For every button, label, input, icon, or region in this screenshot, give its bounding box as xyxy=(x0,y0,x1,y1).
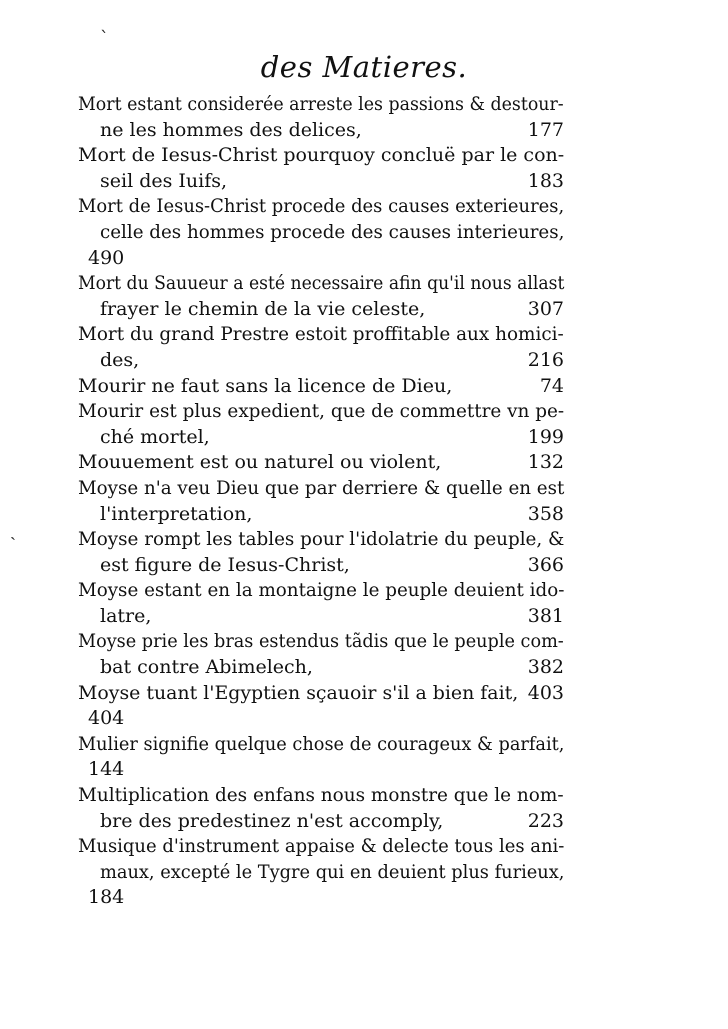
index-entry-line: des, 216 xyxy=(78,348,564,374)
index-entry-line: l'interpretation, 358 xyxy=(78,502,564,528)
ink-speck: ˋ xyxy=(100,28,109,49)
index-entry-line: Moyse n'a veu Dieu que par derriere & quelle en est xyxy=(78,476,565,499)
page-reference: 403 xyxy=(527,681,564,704)
page-reference: 184 xyxy=(88,886,125,909)
index-entry-line: est figure de Iesus-Christ, 366 xyxy=(78,553,564,579)
page-reference: 183 xyxy=(527,169,564,192)
index-entry-line: Musique d'instrument appaise & delecte tous les ani- xyxy=(78,835,565,858)
index-entry-line: Multiplication des enfans nous monstre que le nom- xyxy=(78,784,564,807)
index-entry-line xyxy=(78,246,564,272)
index-entry-line: Mort de Iesus-Christ procede des causes exterieures, xyxy=(78,195,565,218)
page-reference: 74 xyxy=(539,374,564,397)
index-entries xyxy=(78,92,564,911)
index-entry-line: celle des hommes procede des causes interieures, xyxy=(100,220,565,243)
index-entry-line: Mourir est plus expedient, que de commettre vn pe- xyxy=(78,400,565,423)
page-header: des Matieres. xyxy=(260,50,468,84)
index-entry-line: maux, excepté le Tygre qui en deuient plus furieux, xyxy=(100,860,565,883)
index-entry-line: Moyse prie les bras estendus tãdis que le peuple com- xyxy=(78,630,564,653)
page-reference: 358 xyxy=(527,502,564,525)
page-reference: 223 xyxy=(527,809,564,832)
index-entry-line: ne les hommes des delices, 177 xyxy=(78,118,564,144)
page-reference: 216 xyxy=(527,348,564,371)
index-entry-line: ché mortel, 199 xyxy=(78,425,564,451)
index-entry-line: Mort de Iesus-Christ pourquoy concluë par le con- xyxy=(78,144,565,167)
index-entry-line: seil des Iuifs, 183 xyxy=(78,169,564,195)
index-entry-line: Mourir ne faut sans la licence de Dieu, 74 xyxy=(78,374,564,400)
index-entry-line: bat contre Abimelech, 382 xyxy=(78,655,564,681)
page-reference: 366 xyxy=(527,553,564,576)
index-entry-line: Moyse rompt les tables pour l'idolatrie du peuple, & xyxy=(78,528,565,551)
index-entry-line: Mort estant considerée arreste les passions & destour- xyxy=(78,93,564,115)
page-reference: 382 xyxy=(527,656,564,679)
index-entry-line xyxy=(78,885,564,911)
index-entry-line: bre des predestinez n'est accomply, 223 xyxy=(78,809,564,835)
page-reference: 199 xyxy=(527,425,564,448)
index-entry-line: Moyse tuant l'Egyptien sçauoir s'il a bien fait, 403 xyxy=(78,681,564,707)
ink-speck: ˏ xyxy=(10,520,16,541)
index-entry-line: Mort du grand Prestre estoit proffitable aux homici- xyxy=(78,323,564,346)
page-reference: 381 xyxy=(527,604,564,627)
index-entry-line: Mort du Sauueur a esté necessaire afin qu'il nous allast xyxy=(78,272,565,295)
page-reference: 490 xyxy=(88,246,125,269)
index-entry-line: Mouuement est ou naturel ou violent, 132 xyxy=(78,450,564,476)
index-entry-line xyxy=(78,757,564,783)
index-entry-line: latre, 381 xyxy=(78,604,564,630)
page-reference: 404 xyxy=(88,707,125,730)
page-reference: 144 xyxy=(88,758,125,781)
page-reference: 307 xyxy=(527,297,564,320)
index-entry-line: Mulier signifie quelque chose de courageux & parfait, xyxy=(78,732,565,755)
page-reference: 132 xyxy=(527,451,564,474)
page-reference: 177 xyxy=(527,118,564,141)
index-entry-line: Moyse estant en la montaigne le peuple deuient ido- xyxy=(78,579,565,602)
index-entry-line: frayer le chemin de la vie celeste, 307 xyxy=(78,297,564,323)
index-entry-line xyxy=(78,706,564,732)
